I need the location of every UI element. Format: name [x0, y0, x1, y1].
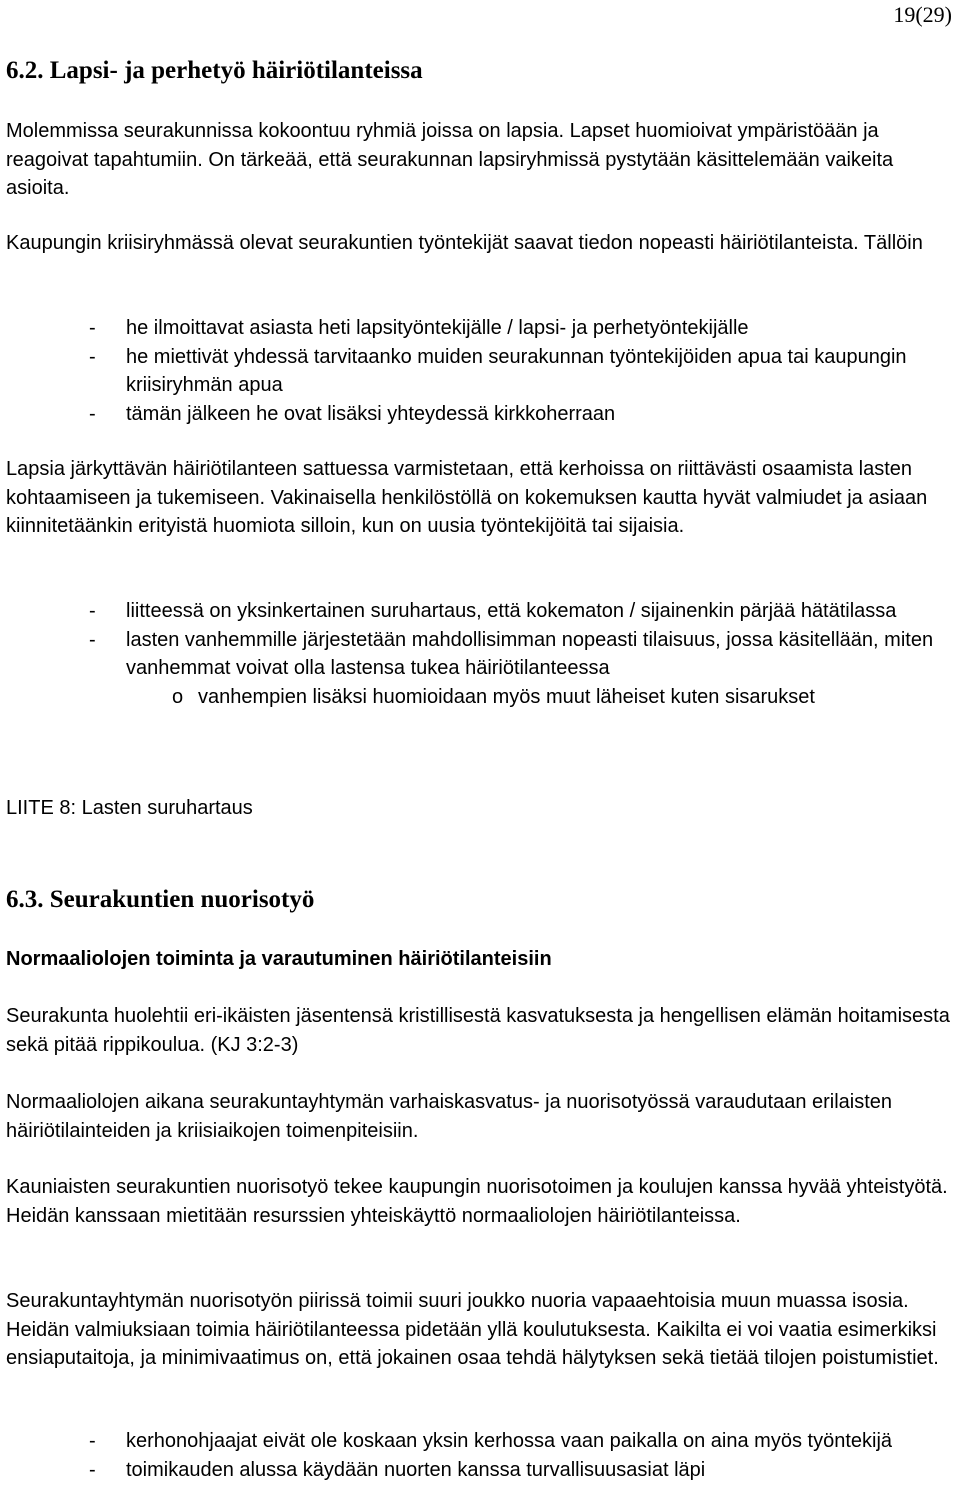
paragraph-crisis-group: Kaupungin kriisiryhmässä olevat seurakuntien työntekijät saavat tiedon nopeasti häiriötilanteista. Tällöin	[6, 232, 923, 254]
list-item	[6, 400, 941, 429]
support-measures-sublist	[126, 683, 941, 712]
paragraph-volunteers: Seurakuntayhtymän nuorisotyön piirissä toimii suuri joukko nuoria vapaaehtoisia muun muassa isosia. Heidän valmiuksiaan toimia häiriötilanteessa pidetään yllä koulutuksesta. Kaikilta ei voi vaatia esimerkiksi ensiaputaitoja, ja minimivaatimus on, että jokainen osaa tehdä hälytyksen sekä tietää tilojen poistumistiet.	[6, 1290, 939, 1369]
dash-bullet: -	[89, 317, 96, 339]
list-item-text: liitteessä on yksinkertainen suruhartaus, että kokematon / sijainenkin pärjää hätätilassa	[126, 600, 897, 622]
paragraph-club-preparedness: Lapsia järkyttävän häiriötilanteen sattuessa varmistetaan, että kerhoissa on riittävästi osaamista lasten kohtaamiseen ja tukemiseen. Vakinaisella henkilöstöllä on kokemuksen kautta hyvät valmiudet ja asiaan kiinnitetäänkin erityistä huomiota silloin, kun on uusia työntekijöitä tai sijaisia.	[6, 458, 928, 537]
youth-safety-list	[6, 1427, 941, 1484]
list-item-text: toimikauden alussa käydään nuorten kanssa turvallisuusasiat läpi	[126, 1458, 706, 1481]
paragraph-youth-work-preparedness: Normaaliolojen aikana seurakuntayhtymän varhaiskasvatus- ja nuorisotyössä varaudutaan erilaisten häiriötilainteiden ja kriisiaikojen toimenpiteisiin.	[6, 1091, 893, 1142]
dash-bullet: -	[89, 628, 96, 651]
subheading-normal-conditions: Normaaliolojen toiminta ja varautuminen häiriötilanteisiin	[6, 948, 552, 970]
sublist-item	[126, 683, 921, 712]
section-heading-6-3: 6.3. Seurakuntien nuorisotyö	[6, 886, 315, 913]
list-item-text: tämän jälkeen he ovat lisäksi yhteydessä kirkkoherraan	[126, 402, 616, 425]
paragraph-children-groups: Molemmissa seurakunnissa kokoontuu ryhmiä joissa on lapsia. Lapset huomioivat ympäristöään ja reagoivat tapahtumiin. On tärkeää, että seurakunnan lapsiryhmissä pystytään käsittelemään vaikeita asioita.	[6, 120, 894, 199]
circle-bullet-icon: o	[172, 685, 184, 708]
list-item	[6, 314, 941, 343]
appendix-reference: LIITE 8: Lasten suruhartaus	[6, 797, 253, 819]
list-item	[6, 1456, 941, 1485]
dash-bullet: -	[89, 1458, 96, 1481]
list-item	[6, 597, 941, 626]
dash-bullet: -	[89, 1430, 96, 1452]
dash-bullet: -	[89, 402, 96, 425]
list-item	[6, 343, 941, 400]
sublist-item-text: vanhempien lisäksi huomioidaan myös muut läheiset kuten sisarukset	[198, 685, 815, 708]
list-item-text: he ilmoittavat asiasta heti lapsityöntekijälle / lapsi- ja perhetyöntekijälle	[126, 317, 749, 339]
paragraph-cooperation: Kauniaisten seurakuntien nuorisotyö tekee kaupungin nuorisotoimen ja koulujen kanssa hyvää yhteistyötä. Heidän kanssaan mietitään resurssien yhteiskäyttö normaaliolojen häiriötilanteissa.	[6, 1176, 948, 1227]
list-item-text: lasten vanhemmille järjestetään mahdollisimman nopeasti tilaisuus, jossa käsitellään, miten vanhemmat voivat olla lastensa tukea häiriötilanteessa	[126, 628, 934, 679]
section-heading-6-2: 6.2. Lapsi- ja perhetyö häiriötilanteissa	[6, 57, 423, 84]
dash-bullet: -	[89, 600, 96, 622]
support-measures-list	[6, 597, 941, 711]
list-item	[6, 626, 941, 712]
page-number: 19(29)	[893, 2, 952, 27]
list-item	[6, 1427, 941, 1456]
dash-bullet: -	[89, 345, 96, 368]
list-item-text: kerhonohjaajat eivät ole koskaan yksin kerhossa vaan paikalla on aina myös työntekijä	[126, 1430, 893, 1452]
paragraph-christian-education: Seurakunta huolehtii eri-ikäisten jäsentensä kristillisestä kasvatuksesta ja hengellisen elämän hoitamisesta sekä pitää rippikoulua. (KJ 3:2-3)	[6, 1005, 950, 1056]
crisis-actions-list	[6, 314, 941, 428]
list-item-text: he miettivät yhdessä tarvitaanko muiden seurakunnan työntekijöiden apua tai kaupungin kriisiryhmän apua	[126, 345, 907, 396]
